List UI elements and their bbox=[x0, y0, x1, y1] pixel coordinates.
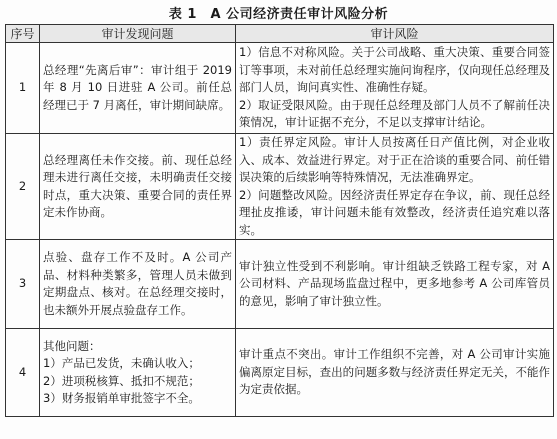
issue-line: 1）产品已发货，未确认收入； bbox=[43, 356, 200, 370]
risk-item: 1）责任界定风险。审计人员按离任日产值比例，对企业收入、成本、效益进行界定。对于正在洽谈的重要合同、前任错误决策的后续影响等特殊情况，无法准确界定。 bbox=[239, 135, 550, 184]
issue-line: 2）进项税核算、抵扣不规范； bbox=[43, 373, 200, 388]
risk-cell bbox=[236, 240, 554, 329]
table-row bbox=[6, 329, 554, 417]
issue-cell: 总经理“先离后审”：审计组于 2019 年 8 月 10 日进驻 A 公司。前任总经理已于 7 月离任，审计期间缺席。 bbox=[40, 43, 236, 134]
table-row bbox=[6, 43, 554, 134]
table-row bbox=[6, 240, 554, 329]
table-header-row bbox=[6, 25, 554, 43]
row-number: 2 bbox=[6, 134, 40, 240]
issue-cell: 点验、盘存工作不及时。A 公司产品、材料种类繁多，管理人员未做到定期盘点、核对。在总经理交接时，也未额外开展点验盘存工作。 bbox=[40, 240, 236, 329]
risk-item: 审计重点不突出。审计工作组织不完善，对 A 公司审计实施偏离原定目标，查出的问题多数与经济责任界定无关，不能作为定责依据。 bbox=[239, 347, 550, 397]
risk-cell bbox=[236, 134, 554, 240]
table-row bbox=[6, 134, 554, 240]
risk-cell bbox=[236, 43, 554, 134]
row-number: 4 bbox=[6, 329, 40, 417]
header-issue: 审计发现问题 bbox=[40, 25, 236, 43]
issue-line: 其他问题： bbox=[43, 338, 101, 353]
risk-cell bbox=[236, 329, 554, 417]
issue-cell: 总经理离任未作交接。前、现任总经理未进行离任交接，未明确责任交接时点，重大决策、重要合同的责任界定未作协商。 bbox=[40, 134, 236, 240]
risk-item: 2）问题整改风险。因经济责任界定存在争议，前、现任总经理扯皮推诿，审计问题未能有效整改，经济责任追究难以落实。 bbox=[239, 187, 550, 237]
header-risk: 审计风险 bbox=[236, 25, 554, 43]
issue-cell bbox=[40, 329, 236, 417]
risk-item: 1）信息不对称风险。关于公司战略、重大决策、重要合同签订等事项，未对前任总经理实施问询程序，仅向现任总经理及部门人员，询问真实性、准确性存疑。 bbox=[239, 45, 550, 95]
risk-item: 审计独立性受到不利影响。审计组缺乏铁路工程专家，对 A 公司材料、产品现场监盘过程中，更多地参考 A 公司库管员的意见，影响了审计独立性。 bbox=[239, 258, 550, 308]
table-caption: 表 1 A 公司经济责任审计风险分析 bbox=[168, 7, 389, 22]
row-number: 1 bbox=[6, 43, 40, 134]
risk-item: 2）取证受限风险。由于现任总经理及部门人员不了解前任决策情况，审计证据不充分，不足以支撑审计结论。 bbox=[239, 97, 550, 130]
row-number: 3 bbox=[6, 240, 40, 329]
audit-risk-table bbox=[5, 24, 554, 417]
issue-line: 3）财务报销单审批签字不全。 bbox=[43, 391, 200, 405]
header-seq: 序号 bbox=[6, 25, 40, 43]
